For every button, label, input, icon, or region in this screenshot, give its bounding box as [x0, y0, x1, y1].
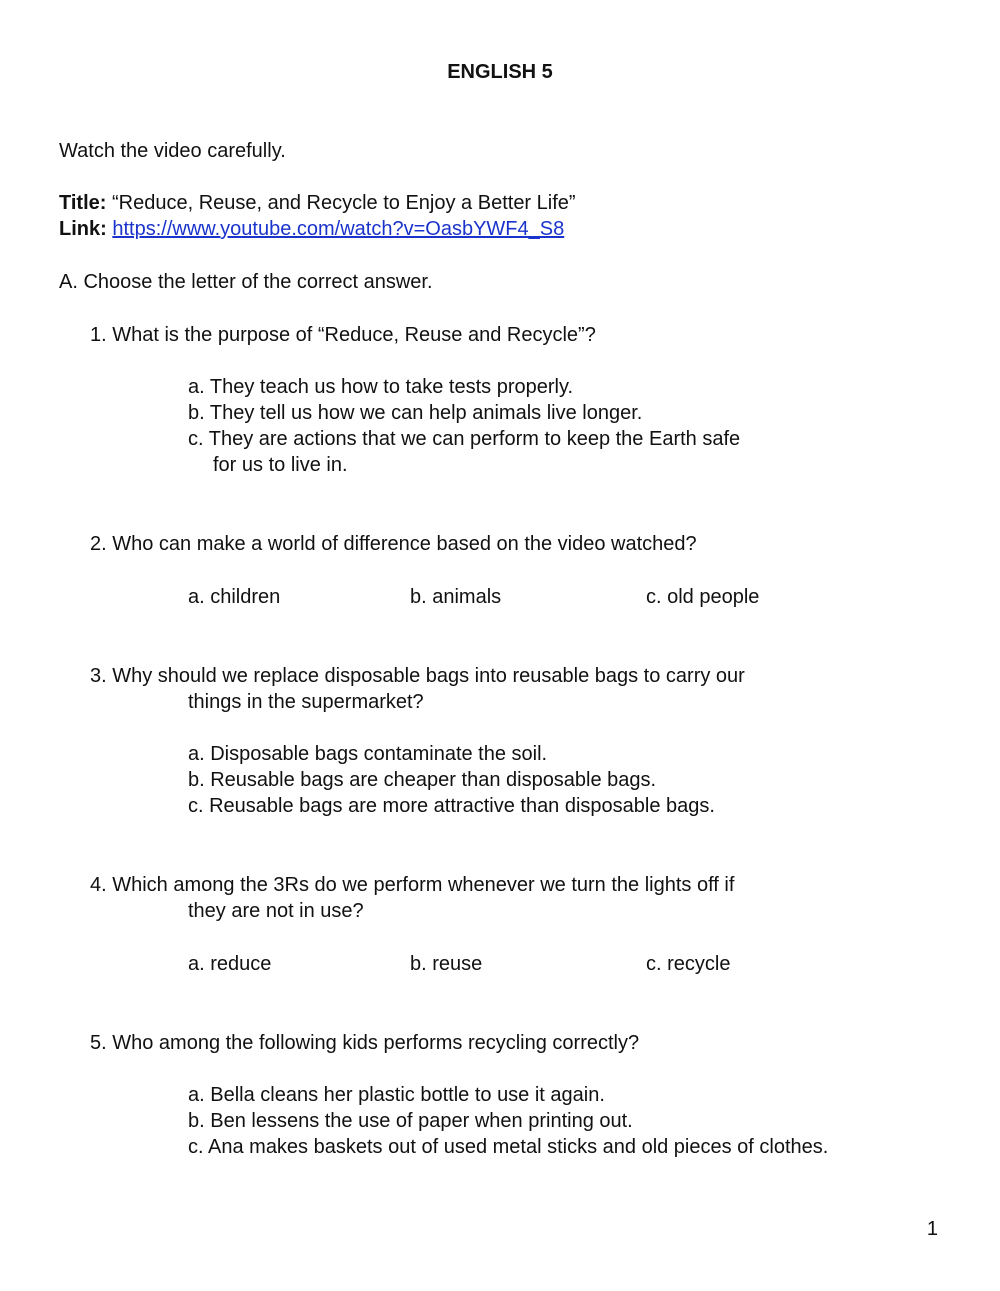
- q1-choice-c: c. They are actions that we can perform to keep the Earth safe: [188, 428, 741, 450]
- q1-choice-c-continued: for us to live in.: [213, 454, 348, 476]
- q5-choice-b: b. Ben lessens the use of paper when printing out.: [188, 1110, 633, 1132]
- title-label: Title:: [59, 192, 107, 214]
- q2-choice-a: a. children: [188, 586, 281, 608]
- video-title: “Reduce, Reuse, and Recycle to Enjoy a Better Life”: [111, 192, 576, 214]
- page-title: ENGLISH 5: [447, 61, 553, 83]
- q5-choice-a: a. Bella cleans her plastic bottle to use it again.: [188, 1084, 605, 1106]
- q4-choice-b: b. reuse: [410, 953, 483, 975]
- question-4-continued: they are not in use?: [188, 900, 364, 922]
- q5-choice-c: c. Ana makes baskets out of used metal sticks and old pieces of clothes.: [188, 1136, 829, 1158]
- q4-choice-a: a. reduce: [188, 953, 272, 975]
- q1-choice-b: b. They tell us how we can help animals live longer.: [188, 402, 643, 424]
- question-5: 5. Who among the following kids performs recycling correctly?: [90, 1032, 640, 1054]
- q4-choice-c: c. recycle: [646, 953, 731, 975]
- video-title-line: [59, 190, 576, 216]
- q3-choice-c: c. Reusable bags are more attractive than disposable bags.: [188, 795, 715, 817]
- page-number: 1: [926, 1218, 938, 1240]
- q3-choice-b: b. Reusable bags are cheaper than disposable bags.: [188, 769, 657, 791]
- q1-choice-a: a. They teach us how to take tests properly.: [188, 376, 574, 398]
- q3-choice-a: a. Disposable bags contaminate the soil.: [188, 743, 548, 765]
- video-link[interactable]: https://www.youtube.com/watch?v=OasbYWF4_S8: [112, 218, 565, 240]
- q2-choice-c: c. old people: [646, 586, 760, 608]
- question-3: 3. Why should we replace disposable bags into reusable bags to carry our: [90, 665, 745, 687]
- video-link-line: [59, 216, 564, 242]
- link-label: Link:: [59, 218, 107, 240]
- q2-choice-b: b. animals: [410, 586, 502, 608]
- question-4: 4. Which among the 3Rs do we perform whenever we turn the lights off if: [90, 874, 735, 896]
- question-2: 2. Who can make a world of difference based on the video watched?: [90, 533, 697, 555]
- section-a-instruction: A. Choose the letter of the correct answer.: [59, 271, 433, 293]
- intro-text: Watch the video carefully.: [59, 140, 286, 162]
- question-3-continued: things in the supermarket?: [188, 691, 424, 713]
- question-1: 1. What is the purpose of “Reduce, Reuse and Recycle”?: [90, 324, 596, 346]
